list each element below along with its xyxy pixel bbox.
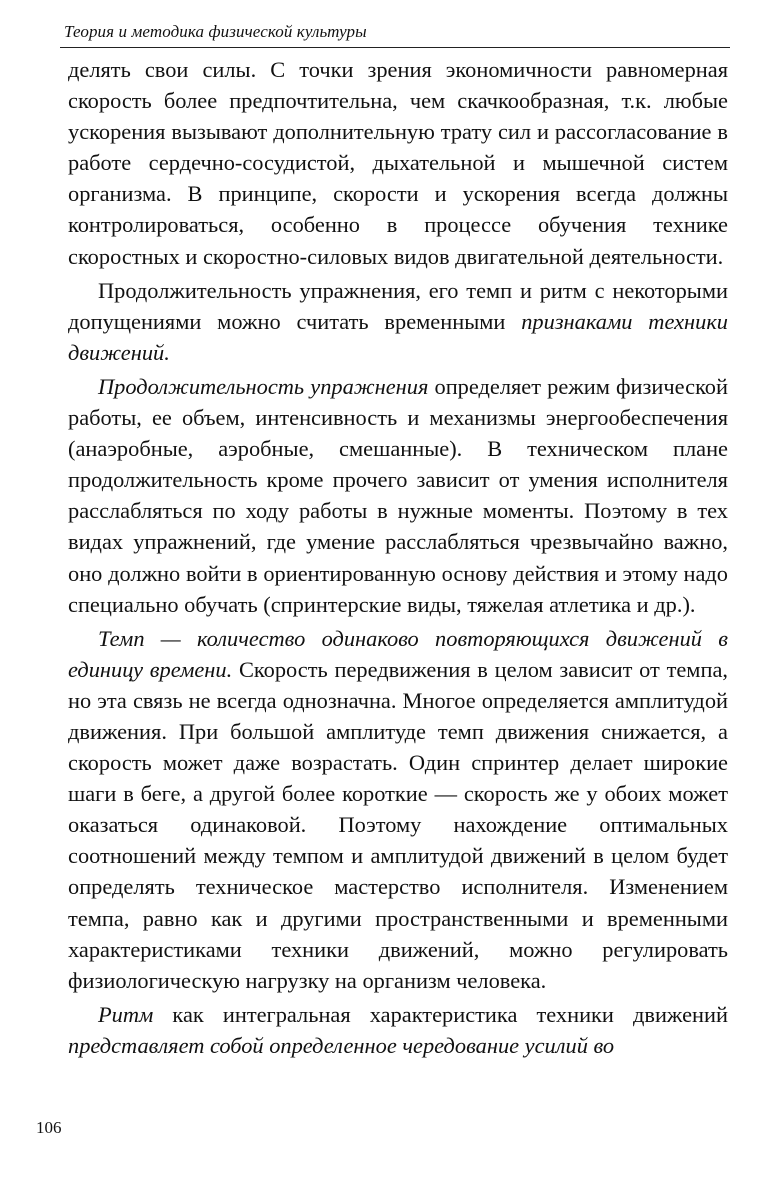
paragraph-4-text: Скорость передвижения в целом зависит от темпа, но эта связь не всегда однозначна. Многое определяется амплитудой движения. При большой амплитуде темп движения снижается, а скорость может даже возрастать. Один спринтер делает широкие шаги в беге, а другой более короткие — скорость же у обоих может оказаться одинаковой. Поэтому нахождение оптимальных соотношений между темпом и амплитудой движений в целом будет определять техническое мастерство исполнителя. Изменением темпа, равно как и другими пространственными и временными характеристиками техники движений, можно регулировать физиологическую нагрузку на организм человека. — [68, 656, 728, 993]
paragraph-2-emphasis: признаками техники движений. — [68, 308, 729, 365]
paragraph-2-text: Продолжительность упражнения, его темп и ритм с некоторыми допущениями можно считать временными — [68, 277, 728, 334]
page-number: 106 — [36, 1118, 62, 1137]
paragraph-5-emphasis-1: Ритм — [98, 1001, 154, 1027]
paragraph-5-emphasis-2: представляет собой определенное чередование усилий во — [68, 1032, 615, 1058]
header-rule — [60, 47, 730, 48]
running-header: Теория и методика физической культуры — [64, 22, 367, 41]
page-body — [68, 54, 728, 1061]
paragraph-2 — [68, 275, 728, 368]
paragraph-3 — [68, 371, 728, 620]
paragraph-1: делять свои силы. С точки зрения экономичности равномерная скорость более предпочтительна, чем скачкообразная, т.к. любые ускорения вызывают дополнительную трату сил и рассогласование в работе сердечно-сосудистой, дыхательной и мышечной систем организма. В принципе, скорости и ускорения всегда должны контролироваться, особенно в процессе обучения технике скоростных и скоростно-силовых видов двигательной деятельности. — [68, 57, 728, 269]
paragraph-3-emphasis: Продолжительность упражнения — [98, 373, 429, 399]
paragraph-5 — [68, 999, 728, 1061]
paragraph-5-text: как интегральная характеристика техники движений — [153, 1001, 728, 1027]
paragraph-3-text: определяет режим физической работы, ее объем, интенсивность и механизмы энергообеспечения (анаэробные, аэробные, смешанные). В техническом плане продолжительность кроме прочего зависит от умения исполнителя расслабляться по ходу работы в нужные моменты. Поэтому в тех видах упражнений, где умение расслабляться чрезвычайно важно, оно должно войти в ориентированную основу действия и этому надо специально обучать (спринтерские виды, тяжелая атлетика и др.). — [68, 373, 728, 617]
paragraph-4 — [68, 623, 728, 996]
paragraph-4-emphasis: Темп — количество одинаково повторяющихся движений в единицу времени. — [68, 625, 728, 682]
